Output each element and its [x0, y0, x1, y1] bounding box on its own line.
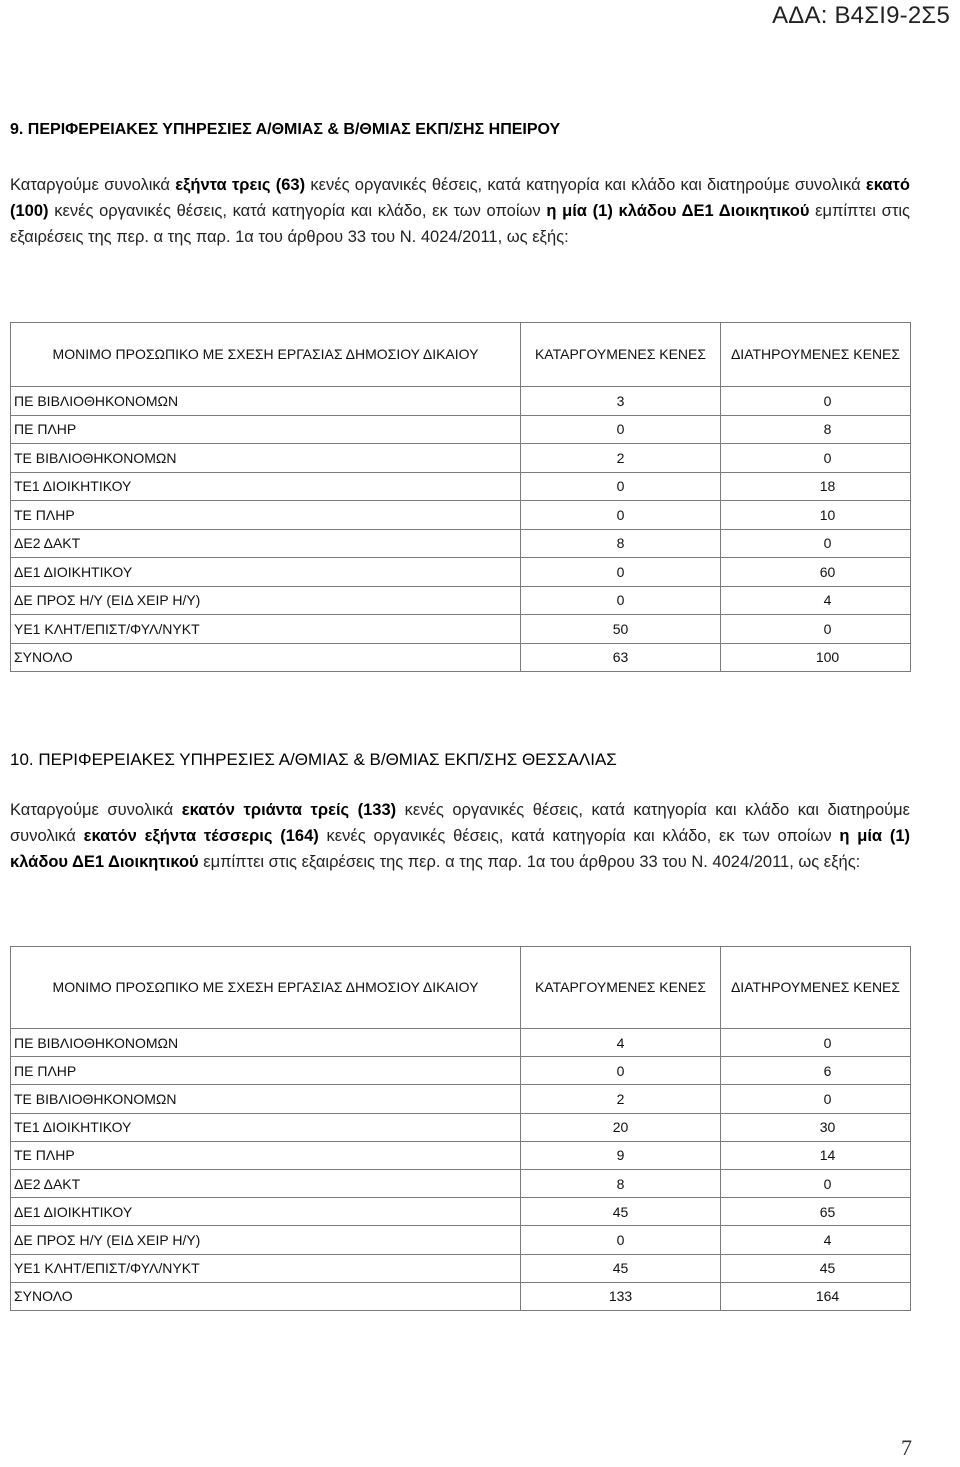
document-code: ΑΔΑ: Β4ΣΙ9-2Σ5 — [772, 2, 950, 29]
table-row — [11, 1254, 911, 1282]
abolished-count-cell: 4 — [521, 1029, 721, 1057]
column-header-abolished: ΚΑΤΑΡΓΟΥΜΕΝΕΣ ΚΕΝΕΣ — [521, 323, 721, 387]
retained-count-cell: 4 — [721, 586, 911, 615]
retained-count-cell: 164 — [721, 1282, 911, 1310]
retained-count-cell: 4 — [721, 1226, 911, 1254]
staff-category-cell: ΤΕ1 ΔΙΟΙΚΗΤΙΚΟΥ — [11, 1113, 521, 1141]
abolished-count-cell: 0 — [521, 415, 721, 444]
staff-category-cell: ΤΕ1 ΔΙΟΙΚΗΤΙΚΟΥ — [11, 472, 521, 501]
staff-category-cell: ΤΕ ΠΛΗΡ — [11, 1141, 521, 1169]
retained-count-cell: 65 — [721, 1198, 911, 1226]
table-row — [11, 444, 911, 473]
abolished-count-cell: 0 — [521, 558, 721, 587]
retained-count-cell: 30 — [721, 1113, 911, 1141]
abolished-count-cell: 50 — [521, 615, 721, 644]
retained-count-cell: 0 — [721, 529, 911, 558]
section-10-title: 10. ΠΕΡΙΦΕΡΕΙΑΚΕΣ ΥΠΗΡΕΣΙΕΣ Α/ΘΜΙΑΣ & Β/ΘΜΙΑΣ ΕΚΠ/ΣΗΣ ΘΕΣΣΑΛΙΑΣ — [10, 750, 617, 769]
retained-count-cell: 18 — [721, 472, 911, 501]
column-header-retained: ΔΙΑΤΗΡΟΥΜΕΝΕΣ ΚΕΝΕΣ — [721, 323, 911, 387]
retained-count-cell: 60 — [721, 558, 911, 587]
table-row — [11, 558, 911, 587]
staff-category-cell: ΥΕ1 ΚΛΗΤ/ΕΠΙΣΤ/ΦΥΛ/ΝΥΚΤ — [11, 1254, 521, 1282]
table-row — [11, 1029, 911, 1057]
staff-category-cell: ΠΕ ΠΛΗΡ — [11, 415, 521, 444]
table-row — [11, 1226, 911, 1254]
column-header-staff: ΜΟΝΙΜΟ ΠΡΟΣΩΠΙΚΟ ΜΕ ΣΧΕΣΗ ΕΡΓΑΣΙΑΣ ΔΗΜΟΣΙΟΥ ΔΙΚΑΙΟΥ — [11, 947, 521, 1029]
section-10-table — [10, 946, 911, 1311]
abolished-count-cell: 45 — [521, 1254, 721, 1282]
staff-category-cell: ΔΕ ΠΡΟΣ Η/Υ (ΕΙΔ ΧΕΙΡ Η/Υ) — [11, 1226, 521, 1254]
total-row — [11, 643, 911, 672]
abolished-count-cell: 2 — [521, 444, 721, 473]
abolished-count-cell: 45 — [521, 1198, 721, 1226]
staff-category-cell: ΤΕ ΒΙΒΛΙΟΘΗΚΟΝΟΜΩΝ — [11, 1085, 521, 1113]
column-header-abolished: ΚΑΤΑΡΓΟΥΜΕΝΕΣ ΚΕΝΕΣ — [521, 947, 721, 1029]
section-10-paragraph: Καταργούμε συνολικά εκατόν τριάντα τρείς (133) κενές οργανικές θέσεις, κατά κατηγορία και κλάδο και διατηρούμε συνολικά εκατόν εξήντα τέσσερις (164) κενές οργανικές θέσεις, κατά κατηγορία και κλάδο, εκ των οποίων η μία (1) κλάδου ΔΕ1 Διοικητικού εμπίπτει στις εξαιρέσεις της περ. α της παρ. 1α του άρθρου 33 του Ν. 4024/2011, ως εξής: — [10, 801, 911, 871]
staff-category-cell: ΔΕ ΠΡΟΣ Η/Υ (ΕΙΔ ΧΕΙΡ Η/Υ) — [11, 586, 521, 615]
staff-category-cell: ΠΕ ΠΛΗΡ — [11, 1057, 521, 1085]
table-row — [11, 1169, 911, 1197]
staff-category-cell: ΔΕ2 ΔΑΚΤ — [11, 529, 521, 558]
abolished-count-cell: 8 — [521, 1169, 721, 1197]
staff-category-cell: ΔΕ2 ΔΑΚΤ — [11, 1169, 521, 1197]
staff-category-cell: ΔΕ1 ΔΙΟΙΚΗΤΙΚΟΥ — [11, 558, 521, 587]
abolished-count-cell: 20 — [521, 1113, 721, 1141]
retained-count-cell: 8 — [721, 415, 911, 444]
abolished-count-cell: 3 — [521, 387, 721, 416]
column-header-staff: ΜΟΝΙΜΟ ΠΡΟΣΩΠΙΚΟ ΜΕ ΣΧΕΣΗ ΕΡΓΑΣΙΑΣ ΔΗΜΟΣΙΟΥ ΔΙΚΑΙΟΥ — [11, 323, 521, 387]
abolished-count-cell: 0 — [521, 586, 721, 615]
staff-category-cell: ΔΕ1 ΔΙΟΙΚΗΤΙΚΟΥ — [11, 1198, 521, 1226]
table-row — [11, 615, 911, 644]
retained-count-cell: 14 — [721, 1141, 911, 1169]
staff-category-cell: ΠΕ ΒΙΒΛΙΟΘΗΚΟΝΟΜΩΝ — [11, 387, 521, 416]
section-9-table — [10, 322, 911, 672]
staff-category-cell: ΤΕ ΒΙΒΛΙΟΘΗΚΟΝΟΜΩΝ — [11, 444, 521, 473]
abolished-count-cell: 0 — [521, 472, 721, 501]
retained-count-cell: 10 — [721, 501, 911, 530]
retained-count-cell: 100 — [721, 643, 911, 672]
table-row — [11, 1057, 911, 1085]
abolished-count-cell: 0 — [521, 1226, 721, 1254]
staff-category-cell: ΠΕ ΒΙΒΛΙΟΘΗΚΟΝΟΜΩΝ — [11, 1029, 521, 1057]
table-row — [11, 1113, 911, 1141]
abolished-count-cell: 9 — [521, 1141, 721, 1169]
retained-count-cell: 0 — [721, 615, 911, 644]
table-row — [11, 501, 911, 530]
table-row — [11, 472, 911, 501]
page-number: 7 — [901, 1435, 912, 1460]
section-9-paragraph: Καταργούμε συνολικά εξήντα τρεις (63) κενές οργανικές θέσεις, κατά κατηγορία και κλάδο και διατηρούμε συνολικά εκατό (100) κενές οργανικές θέσεις, κατά κατηγορία και κλάδο, εκ των οποίων η μία (1) κλάδου ΔΕ1 Διοικητικού εμπίπτει στις εξαιρέσεις της περ. α της παρ. 1α του άρθρου 33 του Ν. 4024/2011, ως εξής: — [10, 176, 911, 246]
table-row — [11, 415, 911, 444]
retained-count-cell: 0 — [721, 1029, 911, 1057]
retained-count-cell: 0 — [721, 387, 911, 416]
staff-category-cell: ΤΕ ΠΛΗΡ — [11, 501, 521, 530]
abolished-count-cell: 8 — [521, 529, 721, 558]
staff-category-cell: ΣΥΝΟΛΟ — [11, 643, 521, 672]
table-row — [11, 529, 911, 558]
abolished-count-cell: 63 — [521, 643, 721, 672]
section-9-title: 9. ΠΕΡΙΦΕΡΕΙΑΚΕΣ ΥΠΗΡΕΣΙΕΣ Α/ΘΜΙΑΣ & Β/ΘΜΙΑΣ ΕΚΠ/ΣΗΣ ΗΠΕΙΡΟΥ — [10, 121, 561, 138]
abolished-count-cell: 133 — [521, 1282, 721, 1310]
table-row — [11, 387, 911, 416]
retained-count-cell: 0 — [721, 444, 911, 473]
retained-count-cell: 0 — [721, 1085, 911, 1113]
retained-count-cell: 45 — [721, 1254, 911, 1282]
abolished-count-cell: 0 — [521, 501, 721, 530]
abolished-count-cell: 2 — [521, 1085, 721, 1113]
column-header-retained: ΔΙΑΤΗΡΟΥΜΕΝΕΣ ΚΕΝΕΣ — [721, 947, 911, 1029]
staff-category-cell: ΣΥΝΟΛΟ — [11, 1282, 521, 1310]
table-row — [11, 1141, 911, 1169]
table-row — [11, 1085, 911, 1113]
retained-count-cell: 0 — [721, 1169, 911, 1197]
retained-count-cell: 6 — [721, 1057, 911, 1085]
table-row — [11, 586, 911, 615]
abolished-count-cell: 0 — [521, 1057, 721, 1085]
total-row — [11, 1282, 911, 1310]
staff-category-cell: ΥΕ1 ΚΛΗΤ/ΕΠΙΣΤ/ΦΥΛ/ΝΥΚΤ — [11, 615, 521, 644]
table-row — [11, 1198, 911, 1226]
